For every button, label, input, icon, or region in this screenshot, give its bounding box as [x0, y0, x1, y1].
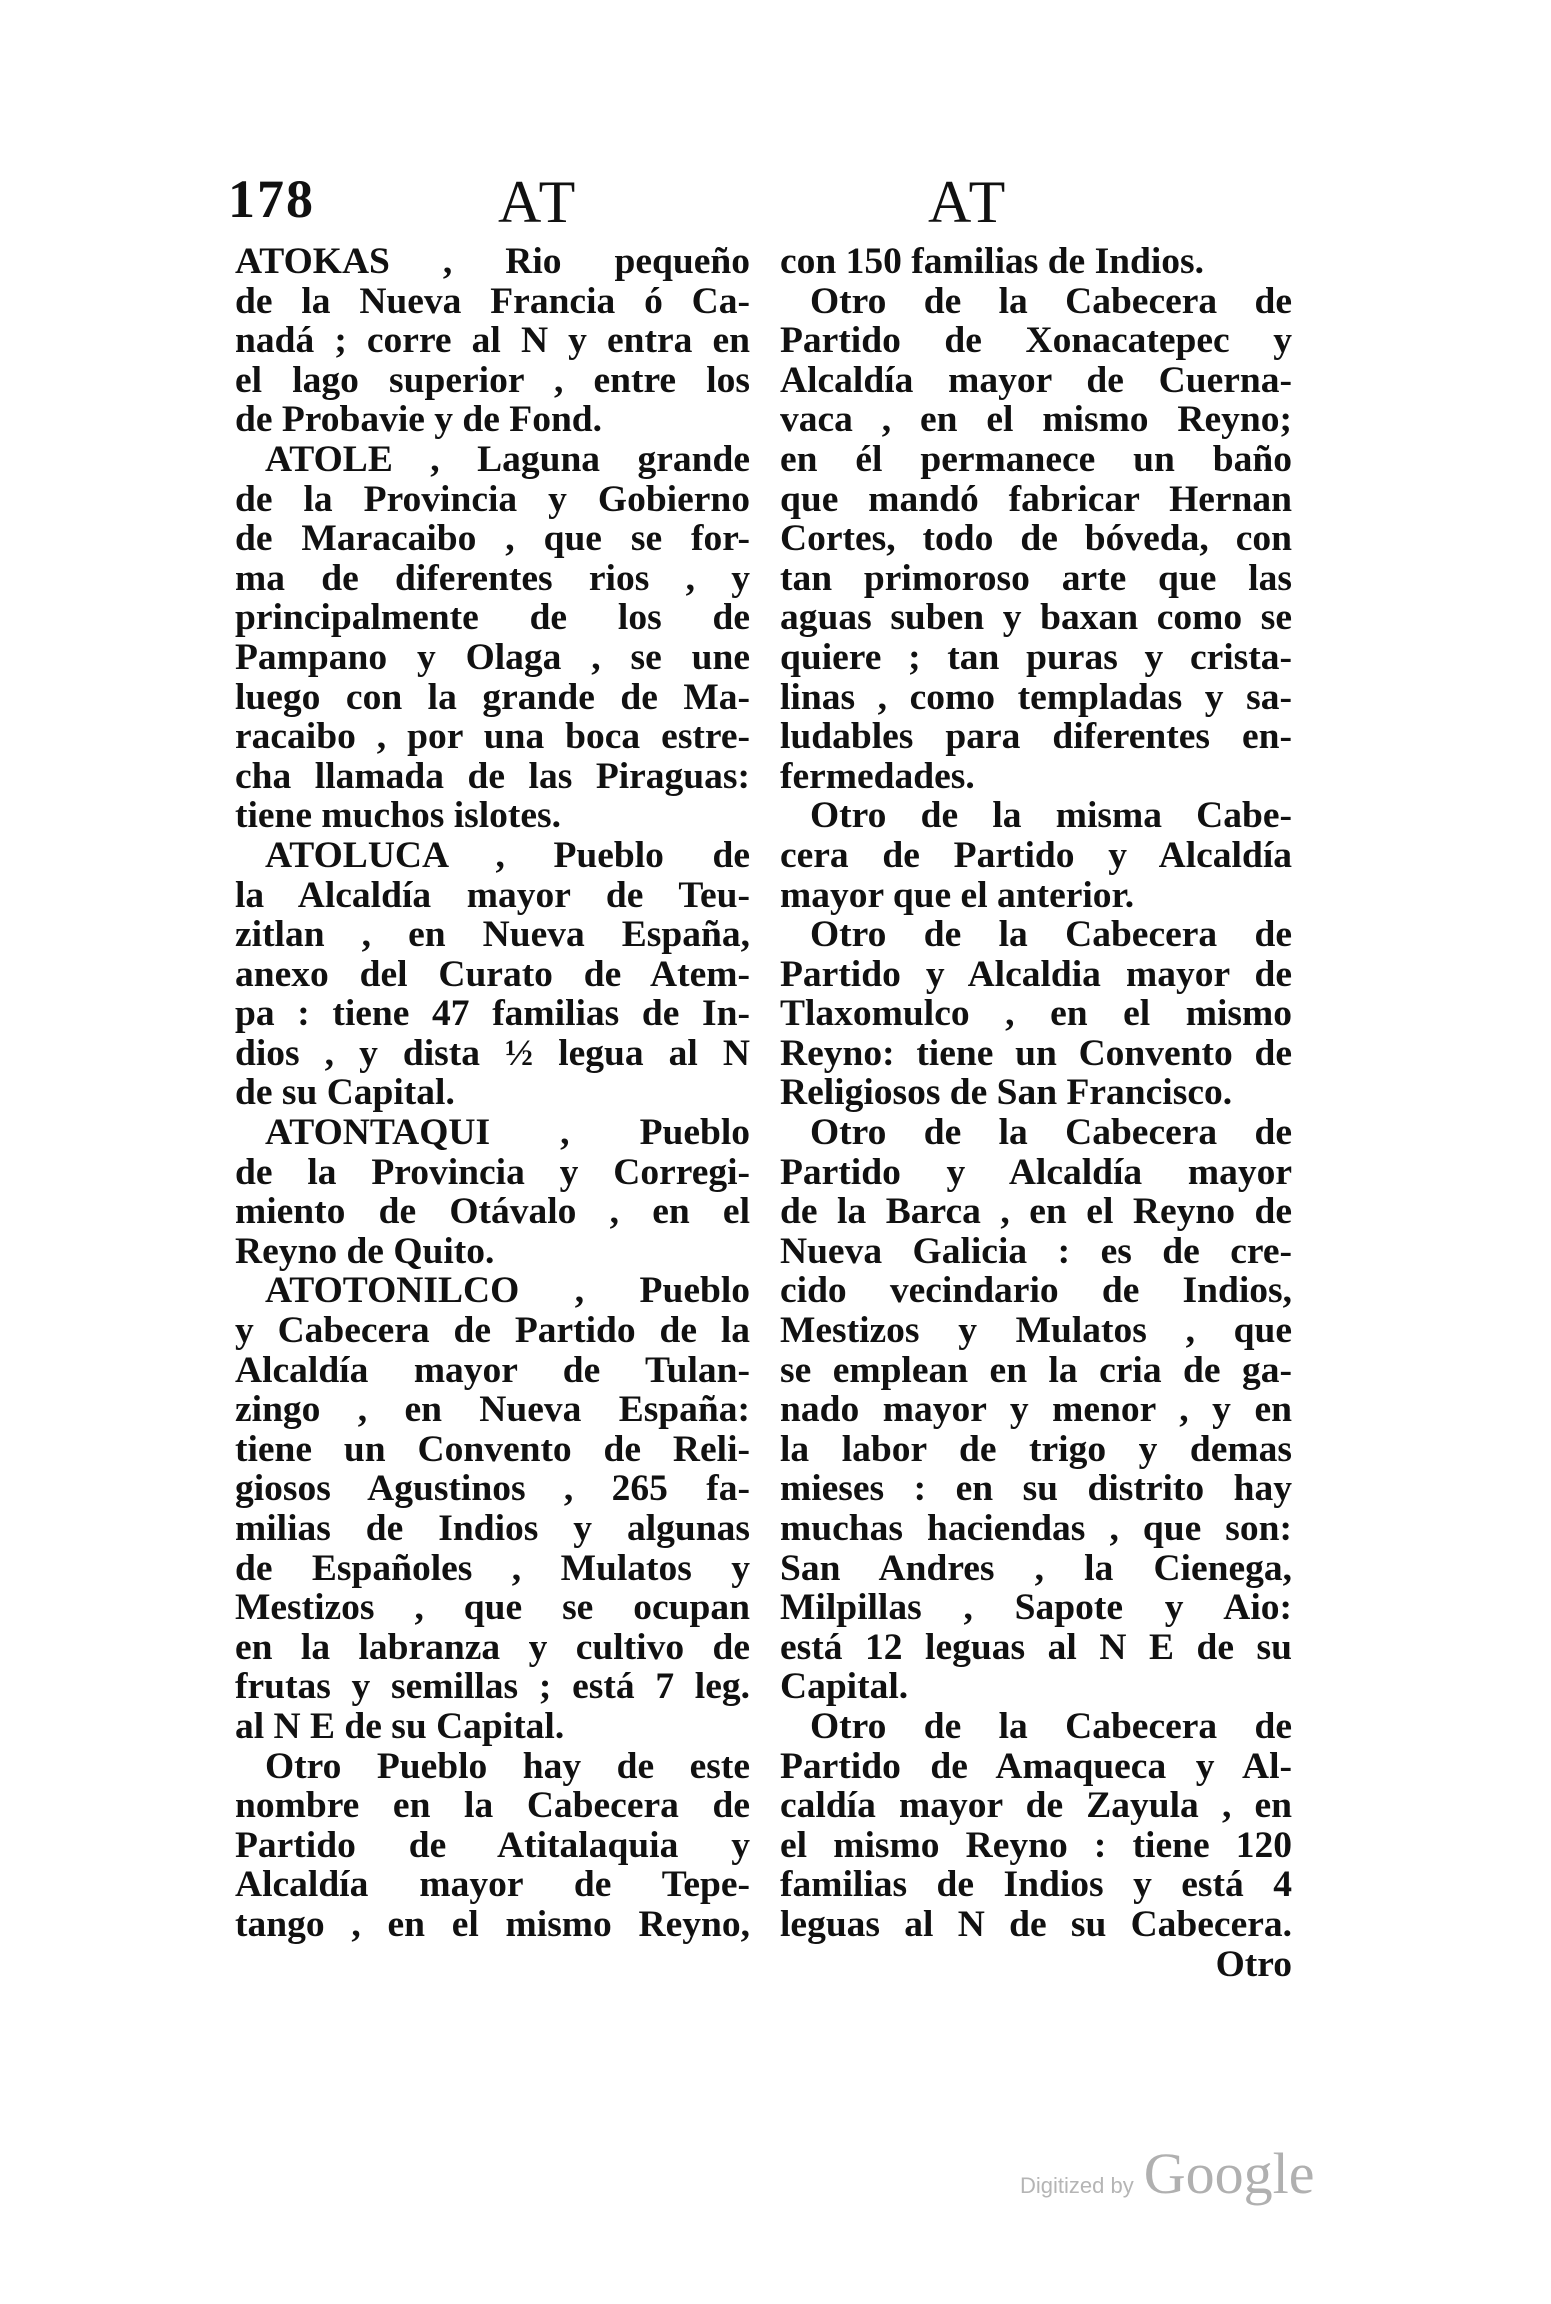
- text-line: ATOTONILCO , Pueblo: [265, 1270, 750, 1312]
- text-line: está 12 leguas al N E de su: [780, 1626, 1292, 1668]
- text-line: de Probavie y de Fond.: [235, 399, 603, 441]
- text-line: Mestizos , que se ocupan: [235, 1587, 750, 1629]
- right-column-heading: AT: [928, 169, 1010, 235]
- text-line: ATOLUCA , Pueblo de: [265, 834, 750, 876]
- text-line: de la Nueva Francia ó Ca-: [235, 280, 750, 322]
- text-line: Capital.: [780, 1666, 909, 1708]
- text-line: aguas suben y baxan como se: [780, 597, 1292, 639]
- text-line: mieses : en su distrito hay: [780, 1468, 1292, 1510]
- digitized-footer: [1020, 2140, 1314, 2207]
- text-line: tango , en el mismo Reyno,: [235, 1903, 750, 1945]
- text-line: caldía mayor de Zayula , en: [780, 1785, 1292, 1827]
- text-line: de Maracaibo , que se for-: [235, 518, 750, 560]
- text-line: cera de Partido y Alcaldía: [780, 834, 1292, 876]
- text-line: ludables para diferentes en-: [780, 716, 1292, 758]
- text-line: dios , y dista ½ legua al N: [235, 1032, 750, 1074]
- text-line: zitlan , en Nueva España,: [235, 914, 750, 956]
- text-line: Otro de la Cabecera de: [810, 914, 1292, 956]
- text-line: miento de Otávalo , en el: [235, 1191, 750, 1233]
- text-line: Partido de Amaqueca y Al-: [780, 1745, 1292, 1787]
- text-line: Otro de la Cabecera de: [810, 1112, 1292, 1154]
- text-line: Otro de la Cabecera de: [810, 280, 1292, 322]
- text-line: Otro: [1215, 1943, 1292, 1985]
- text-line: linas , como templadas y sa-: [780, 676, 1292, 718]
- google-logo: Google: [1143, 2141, 1315, 2206]
- text-line: de la Provincia y Corregi-: [235, 1151, 750, 1193]
- text-line: Nueva Galicia : es de cre-: [780, 1230, 1292, 1272]
- text-line: y Cabecera de Partido de la: [235, 1310, 750, 1352]
- text-line: Partido de Xonacatepec y: [780, 320, 1292, 362]
- text-line: fermedades.: [780, 755, 975, 797]
- text-line: de la Provincia y Gobierno: [235, 478, 750, 520]
- text-line: principalmente de los de: [235, 597, 750, 639]
- digitized-by-text: Digitized by: [1020, 2173, 1134, 2198]
- text-line: racaibo , por una boca estre-: [235, 716, 750, 758]
- text-line: Reyno: tiene un Convento de: [780, 1032, 1292, 1074]
- text-line: tan primoroso arte que las: [780, 557, 1292, 599]
- text-line: Alcaldía mayor de Cuerna-: [780, 359, 1292, 401]
- text-line: luego con la grande de Ma-: [235, 676, 750, 718]
- text-line: pa : tiene 47 familias de In-: [235, 993, 750, 1035]
- text-line: Partido de Atitalaquia y: [235, 1824, 750, 1866]
- text-line: tiene un Convento de Reli-: [235, 1428, 750, 1470]
- text-line: frutas y semillas ; está 7 leg.: [235, 1666, 750, 1708]
- text-line: leguas al N de su Cabecera.: [780, 1903, 1292, 1945]
- text-line: nadá ; corre al N y entra en: [235, 320, 750, 362]
- text-line: Cortes, todo de bóveda, con: [780, 518, 1292, 560]
- text-line: nombre en la Cabecera de: [235, 1785, 750, 1827]
- text-line: Alcaldía mayor de Tulan-: [235, 1349, 750, 1391]
- text-line: Otro de la misma Cabe-: [810, 795, 1292, 837]
- text-line: la Alcaldía mayor de Teu-: [235, 874, 750, 916]
- text-line: Partido y Alcaldia mayor de: [780, 953, 1292, 995]
- text-line: giosos Agustinos , 265 fa-: [235, 1468, 750, 1510]
- text-line: en la labranza y cultivo de: [235, 1626, 750, 1668]
- text-line: Mestizos y Mulatos , que: [780, 1310, 1292, 1352]
- text-line: anexo del Curato de Atem-: [235, 953, 750, 995]
- text-line: cha llamada de las Piraguas:: [235, 755, 750, 797]
- page-number: 178: [228, 169, 315, 229]
- text-line: ATONTAQUI , Pueblo: [265, 1112, 750, 1154]
- text-line: con 150 familias de Indios.: [780, 241, 1205, 282]
- left-text-column: [235, 242, 750, 1945]
- text-line: San Andres , la Cienega,: [780, 1547, 1292, 1589]
- right-text-column: [780, 242, 1292, 1984]
- text-line: en él permanece un baño: [780, 438, 1292, 480]
- text-line: el mismo Reyno : tiene 120: [780, 1824, 1292, 1866]
- text-line: muchas haciendas , que son:: [780, 1508, 1292, 1549]
- text-line: familias de Indios y está 4: [780, 1864, 1292, 1906]
- text-line: tiene muchos islotes.: [235, 795, 562, 837]
- left-column-heading: AT: [498, 169, 580, 235]
- text-line: nado mayor y menor , y en: [780, 1389, 1292, 1431]
- text-line: se emplean en la cria de ga-: [780, 1349, 1292, 1391]
- page-header: [228, 168, 1288, 235]
- text-line: Alcaldía mayor de Tepe-: [235, 1864, 750, 1906]
- text-line: mayor que el anterior.: [780, 874, 1135, 916]
- text-line: que mandó fabricar Hernan: [780, 478, 1292, 520]
- text-line: Otro Pueblo hay de este: [265, 1745, 750, 1787]
- text-line: cido vecindario de Indios,: [780, 1270, 1292, 1312]
- text-line: Pampano y Olaga , se une: [235, 636, 750, 678]
- text-line: ATOLE , Laguna grande: [265, 438, 750, 480]
- text-line: de Españoles , Mulatos y: [235, 1547, 750, 1589]
- text-line: Tlaxomulco , en el mismo: [780, 993, 1292, 1035]
- text-line: el lago superior , entre los: [235, 359, 750, 401]
- text-line: ma de diferentes rios , y: [235, 557, 750, 599]
- text-line: Otro de la Cabecera de: [810, 1705, 1292, 1747]
- text-line: de su Capital.: [235, 1072, 455, 1114]
- text-line: Milpillas , Sapote y Aio:: [780, 1587, 1292, 1629]
- text-line: al N E de su Capital.: [235, 1705, 565, 1747]
- text-line: vaca , en el mismo Reyno;: [780, 399, 1292, 441]
- text-line: Partido y Alcaldía mayor: [780, 1151, 1292, 1193]
- text-line: Religiosos de San Francisco.: [780, 1072, 1233, 1114]
- text-line: de la Barca , en el Reyno de: [780, 1191, 1292, 1233]
- text-line: la labor de trigo y demas: [780, 1428, 1292, 1470]
- text-line: quiere ; tan puras y crista-: [780, 636, 1292, 678]
- text-line: milias de Indios y algunas: [235, 1508, 750, 1549]
- text-line: zingo , en Nueva España:: [235, 1389, 750, 1431]
- text-line: Reyno de Quito.: [235, 1230, 495, 1272]
- text-line: ATOKAS , Rio pequeño: [235, 241, 750, 282]
